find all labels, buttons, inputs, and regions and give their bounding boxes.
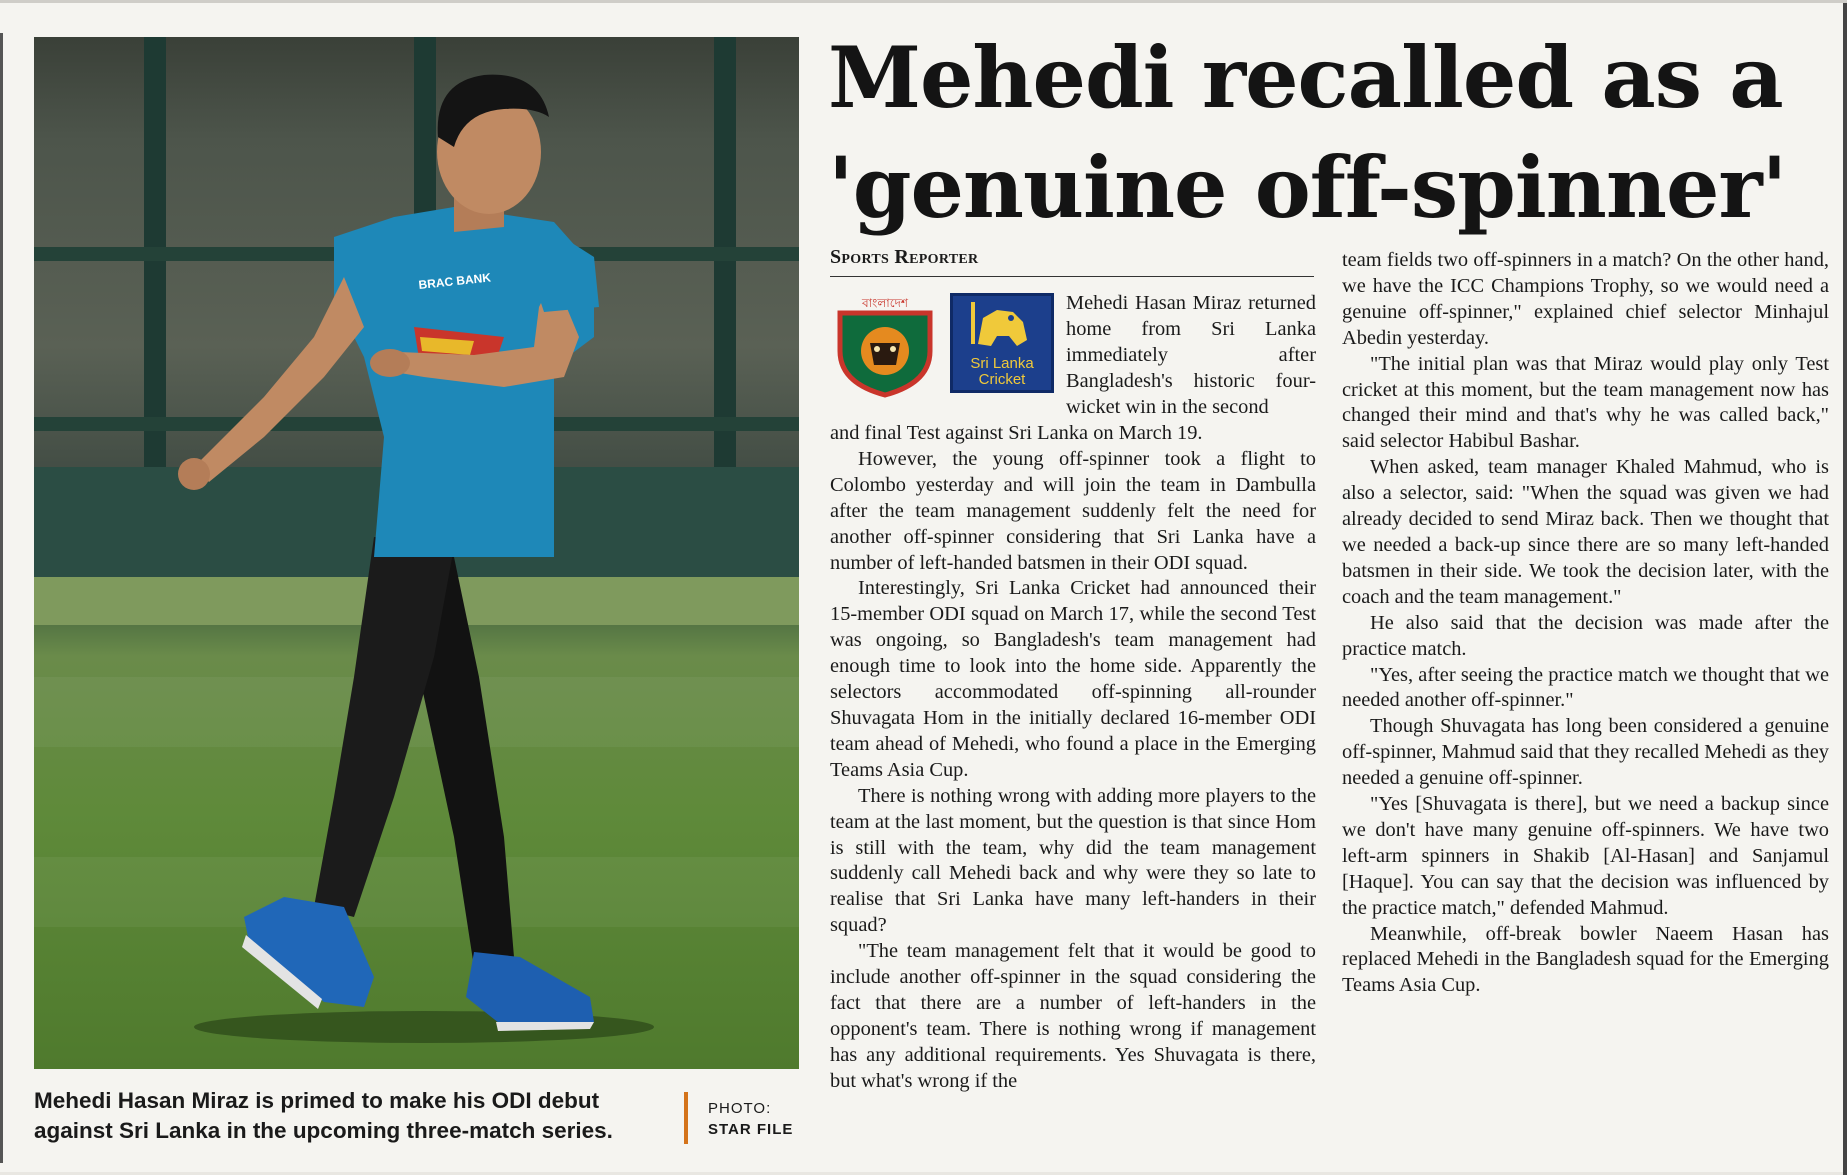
article-paragraph: "Yes, after seeing the practice match we thought that we needed another off-spinner." <box>1342 663 1829 712</box>
article-paragraph: When asked, team manager Khaled Mahmud, who is also a selector, said: "When the squad was given we had already decided to send Miraz back. Then we thought that we needed a back-up since there are so many left-handed batsmen in their side. We took the decision later, with the coach and the team management." <box>1342 456 1829 608</box>
article-paragraph: "Yes [Shuvagata is there], but we need a backup since we don't have many genuine off-spinners. We have two left-arm spinners in Shakib [Al-Hasan] and Sanjamul [Haque]. You can say that the decision was influenced by the practice match," defended Mahmud. <box>1342 793 1829 919</box>
article-column-2 <box>1342 248 1829 999</box>
article-paragraph: However, the young off-spinner took a flight to Colombo yesterday and will join the team in Dambulla after the team management suddenly felt the need for another off-spinner considering that Sri Lanka have a number of left-handed batsmen in their ODI squad. <box>830 447 1316 574</box>
lion-emblem-icon <box>953 296 1051 356</box>
byline: Sports Reporter <box>830 246 979 268</box>
right-frame-edge <box>1843 3 1847 1175</box>
lead-paragraph-part-1: Mehedi Hasan Miraz returned home from Sri Lanka immediately after Bangladesh's historic four-wicket win in the second <box>1066 292 1316 418</box>
headline-line-2: 'genuine off-spinner' <box>828 138 1787 237</box>
player-photo <box>34 37 799 1069</box>
byline-divider <box>830 276 1314 277</box>
article-paragraph: There is nothing wrong with adding more players to the team at the last moment, but the question is that since Hom is still with the team, why did the team management suddenly call Mehedi back and why were they so late to realise that Sri Lanka have many left-handers in their squad? <box>830 784 1316 937</box>
bcb-logo-text: বাংলাদেশ <box>862 296 908 310</box>
headline-line-1: Mehedi recalled as a <box>828 28 1783 127</box>
left-frame-edge <box>0 33 3 1163</box>
slc-logo-text: Sri Lanka Cricket <box>970 355 1034 388</box>
article-paragraph: Though Shuvagata has long been considered a genuine off-spinner, Mahmud said that they recalled Mehedi as they needed a genuine off-spinner. <box>1342 715 1829 790</box>
article-continuation: team fields two off-spinners in a match? On the other hand, we have the ICC Champions Trophy, so we would need a genuine off-spinner," explained chief selector Minhajul Abedin yesterday. <box>1342 249 1829 349</box>
article-paragraph: Meanwhile, off-break bowler Naeem Hasan has replaced Mehedi in the Bangladesh squad for the Emerging Teams Asia Cup. <box>1342 922 1829 997</box>
article-paragraph: He also said that the decision was made after the practice match. <box>1342 611 1829 660</box>
jersey-sponsor: BRAC BANK <box>417 270 492 292</box>
headline <box>828 23 1828 243</box>
article-paragraph: Interestingly, Sri Lanka Cricket had announced their 15-member ODI squad on March 17, while the second Test was ongoing, so Bangladesh's team management had enough time to look into the home side. Apparently the selectors accommodated off-spinning all-rounder Shuvagata Hom in the initially declared 16-member ODI team ahead of Mehedi, who found a place in the Emerging Teams Asia Cup. <box>830 577 1316 781</box>
credit-accent-bar <box>684 1092 688 1144</box>
lead-paragraph-part-2: and final Test against Sri Lanka on March 19. <box>830 422 1203 444</box>
photo-credit <box>708 1098 793 1140</box>
article-paragraph: "The initial plan was that Miraz would play only Test cricket at this moment, but the team management now has changed their mind and that's why he was called back," said selector Habibul Bashar. <box>1342 352 1829 453</box>
photo-credit-label: PHOTO: <box>708 1100 772 1117</box>
article-paragraph: "The team management felt that it would be good to include another off-spinner in the squad considering the fact that there are a number of left-handers in the opponent's team. There is nothing wrong if management has any additional requirements. Yes Shuvagata is there, but what's wrong if the <box>830 940 1316 1092</box>
article-column-1 <box>830 421 1316 1095</box>
photo-credit-source: STAR FILE <box>708 1121 794 1138</box>
player-figure <box>34 37 799 1069</box>
photo-caption: Mehedi Hasan Miraz is primed to make his ODI debut against Sri Lanka in the upcoming three-match series. <box>34 1088 613 1143</box>
slc-logo <box>950 293 1054 393</box>
article-lead-part-1 <box>1066 291 1316 421</box>
bcb-logo <box>830 291 940 399</box>
